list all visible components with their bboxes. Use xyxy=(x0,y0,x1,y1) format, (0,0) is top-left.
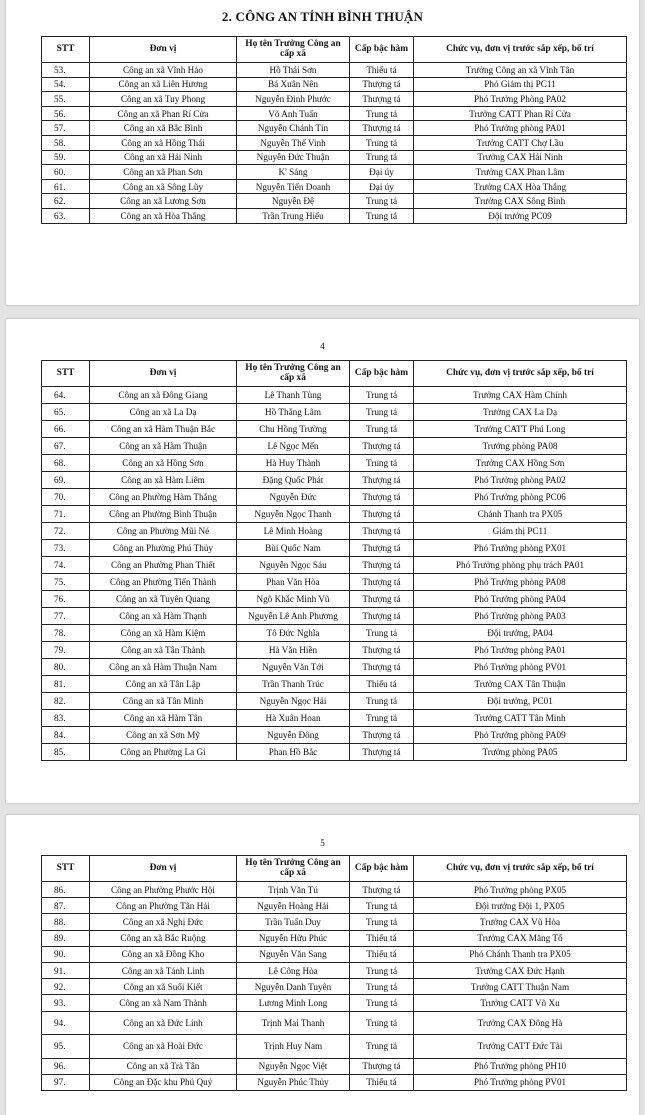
position-cell: Đội trưởng PC09 xyxy=(414,208,627,223)
table-row xyxy=(42,438,627,455)
table-row xyxy=(42,121,627,136)
name-cell: Tô Đức Nghĩa xyxy=(237,625,350,642)
table-row xyxy=(42,1035,627,1059)
stt-cell: 70. xyxy=(42,489,90,506)
stt-cell: 93. xyxy=(42,995,90,1011)
rank-cell: Thượng tá xyxy=(350,489,414,506)
rank-cell: Trung tá xyxy=(350,135,414,150)
rank-cell: Trung tá xyxy=(350,194,414,209)
name-cell: Trịnh Văn Tú xyxy=(237,882,350,898)
stt-cell: 66. xyxy=(42,421,90,438)
document-page-3 xyxy=(6,815,639,1115)
stt-cell: 77. xyxy=(42,608,90,625)
column-header-position: Chức vụ, đơn vị trước sắp xếp, bố trí xyxy=(414,361,627,387)
name-cell: Đặng Quốc Phát xyxy=(237,472,350,489)
position-cell: Trưởng CAX Hòa Thắng xyxy=(414,179,627,194)
unit-cell: Công an xã Tuy Phong xyxy=(90,92,237,107)
table-row xyxy=(42,63,627,78)
table-row xyxy=(42,659,627,676)
rank-cell: Đại úy xyxy=(350,179,414,194)
table-row xyxy=(42,591,627,608)
name-cell: Bá Xuân Nên xyxy=(237,77,350,92)
name-cell: Hà Văn Hiền xyxy=(237,642,350,659)
position-cell: Phó Trưởng phòng PV01 xyxy=(414,659,627,676)
officer-table-2 xyxy=(41,360,627,761)
rank-cell: Trung tá xyxy=(350,1011,414,1035)
name-cell: Trần Trung Hiếu xyxy=(237,208,350,223)
stt-cell: 78. xyxy=(42,625,90,642)
position-cell: Phó Trưởng phòng PV01 xyxy=(414,1074,627,1090)
position-cell: Đội trưởng, PC01 xyxy=(414,693,627,710)
unit-cell: Công an xã Sơn Mỹ xyxy=(90,727,237,744)
table-row xyxy=(42,489,627,506)
officer-table-1 xyxy=(41,36,627,224)
table-row xyxy=(42,194,627,209)
position-cell: Phó Trưởng phòng PH10 xyxy=(414,1058,627,1074)
name-cell: Hồ Thái Sơn xyxy=(237,63,350,78)
table-header-row xyxy=(42,856,627,882)
unit-cell: Công an xã Nam Thành xyxy=(90,995,237,1011)
table-row xyxy=(42,727,627,744)
rank-cell: Đại úy xyxy=(350,165,414,180)
section-title: 2. CÔNG AN TỈNH BÌNH THUẬN xyxy=(221,9,424,24)
name-cell: Nguyễn Văn Sang xyxy=(237,946,350,962)
unit-cell: Công an xã Hàm Thuận Bắc xyxy=(90,421,237,438)
position-cell: Phó Trưởng phòng PA08 xyxy=(414,574,627,591)
rank-cell: Thượng tá xyxy=(350,523,414,540)
position-cell: Trưởng CATT Phan Rí Cửa xyxy=(414,106,627,121)
table-row xyxy=(42,165,627,180)
table-row xyxy=(42,1074,627,1090)
rank-cell: Trung tá xyxy=(350,387,414,404)
position-cell: Đội trưởng, PA04 xyxy=(414,625,627,642)
name-cell: Ngô Khắc Minh Vũ xyxy=(237,591,350,608)
stt-cell: 63. xyxy=(42,208,90,223)
rank-cell: Thiếu tá xyxy=(350,946,414,962)
position-cell: Phó Trưởng phòng PA04 xyxy=(414,591,627,608)
name-cell: Nguyễn Lê Anh Phương xyxy=(237,608,350,625)
rank-cell: Trung tá xyxy=(350,625,414,642)
table-row xyxy=(42,506,627,523)
table-row xyxy=(42,455,627,472)
unit-cell: Công an Phường Mũi Né xyxy=(90,523,237,540)
table-row xyxy=(42,946,627,962)
name-cell: Hà Xuân Hoan xyxy=(237,710,350,727)
position-cell: Trưởng CATT Đức Tài xyxy=(414,1035,627,1059)
unit-cell: Công an Phường Phan Thiết xyxy=(90,557,237,574)
table-row xyxy=(42,150,627,165)
unit-cell: Công an xã Hàm Thạnh xyxy=(90,608,237,625)
rank-cell: Thiếu tá xyxy=(350,63,414,78)
rank-cell: Trung tá xyxy=(350,150,414,165)
rank-cell: Thiếu tá xyxy=(350,676,414,693)
stt-cell: 80. xyxy=(42,659,90,676)
unit-cell: Công an xã Đông Giang xyxy=(90,387,237,404)
stt-cell: 76. xyxy=(42,591,90,608)
table-row xyxy=(42,557,627,574)
table-row xyxy=(42,106,627,121)
rank-cell: Thượng tá xyxy=(350,574,414,591)
unit-cell: Công an xã Tân Thành xyxy=(90,642,237,659)
rank-cell: Thượng tá xyxy=(350,659,414,676)
column-header-rank: Cấp bậc hàm xyxy=(350,361,414,387)
stt-cell: 81. xyxy=(42,676,90,693)
stt-cell: 72. xyxy=(42,523,90,540)
table-row xyxy=(42,540,627,557)
unit-cell: Công an xã Hàm Kiệm xyxy=(90,625,237,642)
name-cell: Võ Anh Tuấn xyxy=(237,106,350,121)
document-page-1 xyxy=(6,0,639,305)
rank-cell: Trung tá xyxy=(350,979,414,995)
table-row xyxy=(42,608,627,625)
table-row xyxy=(42,676,627,693)
table-row xyxy=(42,179,627,194)
table-row xyxy=(42,523,627,540)
table-row xyxy=(42,574,627,591)
unit-cell: Công an xã Hồng Thái xyxy=(90,135,237,150)
unit-cell: Công an xã Bắc Bình xyxy=(90,121,237,136)
unit-cell: Công an xã Tân Lập xyxy=(90,676,237,693)
unit-cell: Công an Phường Phước Hội xyxy=(90,882,237,898)
position-cell: Đội trưởng Đội 1, PX05 xyxy=(414,898,627,914)
position-cell: Phó Chánh Thanh tra PX05 xyxy=(414,946,627,962)
stt-cell: 68. xyxy=(42,455,90,472)
table-row xyxy=(42,642,627,659)
unit-cell: Công an xã Liên Hương xyxy=(90,77,237,92)
position-cell: Trưởng CAX Măng Tố xyxy=(414,930,627,946)
table-row xyxy=(42,693,627,710)
unit-cell: Công an Phường Phú Thủy xyxy=(90,540,237,557)
table-row xyxy=(42,1058,627,1074)
column-header-rank: Cấp bậc hàm xyxy=(350,856,414,882)
stt-cell: 97. xyxy=(42,1074,90,1090)
table-row xyxy=(42,898,627,914)
stt-cell: 90. xyxy=(42,946,90,962)
stt-cell: 84. xyxy=(42,727,90,744)
table-row xyxy=(42,208,627,223)
rank-cell: Trung tá xyxy=(350,914,414,930)
table-header-row xyxy=(42,37,627,63)
name-cell: Lương Minh Long xyxy=(237,995,350,1011)
position-cell: Phó Trưởng phòng PA01 xyxy=(414,121,627,136)
name-cell: K' Sáng xyxy=(237,165,350,180)
table-row xyxy=(42,92,627,107)
table-row xyxy=(42,625,627,642)
position-cell: Phó Giám thị PC11 xyxy=(414,77,627,92)
table-row xyxy=(42,710,627,727)
name-cell: Nguyễn Đức xyxy=(237,489,350,506)
rank-cell: Trung tá xyxy=(350,710,414,727)
rank-cell: Trung tá xyxy=(350,455,414,472)
stt-cell: 94. xyxy=(42,1011,90,1035)
name-cell: Phan Văn Hòa xyxy=(237,574,350,591)
rank-cell: Trung tá xyxy=(350,208,414,223)
rank-cell: Thượng tá xyxy=(350,1058,414,1074)
stt-cell: 85. xyxy=(42,744,90,761)
name-cell: Nguyễn Hoàng Hải xyxy=(237,898,350,914)
rank-cell: Thượng tá xyxy=(350,608,414,625)
page-number: 5 xyxy=(320,838,325,848)
position-cell: Phó Trưởng phòng PX01 xyxy=(414,540,627,557)
position-cell: Trưởng CAX Tân Thuận xyxy=(414,676,627,693)
name-cell: Bùi Quốc Nam xyxy=(237,540,350,557)
position-cell: Phó Trưởng phòng PA09 xyxy=(414,727,627,744)
rank-cell: Thượng tá xyxy=(350,506,414,523)
document-page-2 xyxy=(6,319,639,803)
position-cell: Trưởng Công an xã Vĩnh Tân xyxy=(414,63,627,78)
name-cell: Nguyễn Ngọc Thanh xyxy=(237,506,350,523)
unit-cell: Công an xã Hàm Liêm xyxy=(90,472,237,489)
stt-cell: 58. xyxy=(42,135,90,150)
position-cell: Trưởng CAX Phan Lâm xyxy=(414,165,627,180)
name-cell: Trần Thanh Trúc xyxy=(237,676,350,693)
unit-cell: Công an xã Hồng Sơn xyxy=(90,455,237,472)
name-cell: Nguyễn Đình Phước xyxy=(237,92,350,107)
table-row xyxy=(42,995,627,1011)
position-cell: Giám thị PC11 xyxy=(414,523,627,540)
rank-cell: Thượng tá xyxy=(350,121,414,136)
unit-cell: Công an xã Phan Sơn xyxy=(90,165,237,180)
stt-cell: 86. xyxy=(42,882,90,898)
table-row xyxy=(42,979,627,995)
name-cell: Nguyễn Đông xyxy=(237,727,350,744)
position-cell: Trưởng CAX La Dạ xyxy=(414,404,627,421)
unit-cell: Công an Phường Bình Thuận xyxy=(90,506,237,523)
stt-cell: 96. xyxy=(42,1058,90,1074)
stt-cell: 79. xyxy=(42,642,90,659)
position-cell: Trưởng phòng PA05 xyxy=(414,744,627,761)
unit-cell: Công an xã Tánh Linh xyxy=(90,962,237,978)
rank-cell: Thượng tá xyxy=(350,642,414,659)
unit-cell: Công an Phường Hàm Thắng xyxy=(90,489,237,506)
column-header-stt: STT xyxy=(42,856,90,882)
table-row xyxy=(42,1011,627,1035)
position-cell: Trưởng CAX Đức Hạnh xyxy=(414,962,627,978)
table-row xyxy=(42,882,627,898)
position-cell: Trưởng CATT Thuận Nam xyxy=(414,979,627,995)
unit-cell: Công an xã Hàm Thuận Nam xyxy=(90,659,237,676)
unit-cell: Công an xã Đức Linh xyxy=(90,1011,237,1035)
stt-cell: 87. xyxy=(42,898,90,914)
rank-cell: Thượng tá xyxy=(350,472,414,489)
position-cell: Phó Trưởng phòng PX05 xyxy=(414,882,627,898)
name-cell: Phan Hồ Bắc xyxy=(237,744,350,761)
rank-cell: Thượng tá xyxy=(350,882,414,898)
rank-cell: Thượng tá xyxy=(350,540,414,557)
column-header-name: Họ tên Trưởng Công an cấp xã xyxy=(237,361,350,387)
rank-cell: Trung tá xyxy=(350,1035,414,1059)
column-header-name: Họ tên Trưởng Công an cấp xã xyxy=(237,37,350,63)
rank-cell: Thượng tá xyxy=(350,438,414,455)
stt-cell: 57. xyxy=(42,121,90,136)
column-header-position: Chức vụ, đơn vị trước sắp xếp, bố trí xyxy=(414,37,627,63)
position-cell: Phó Trưởng phòng PC06 xyxy=(414,489,627,506)
rank-cell: Trung tá xyxy=(350,962,414,978)
rank-cell: Thiếu tá xyxy=(350,1074,414,1090)
stt-cell: 59. xyxy=(42,150,90,165)
rank-cell: Thượng tá xyxy=(350,77,414,92)
column-header-stt: STT xyxy=(42,37,90,63)
position-cell: Trưởng CATT Phú Long xyxy=(414,421,627,438)
table-row xyxy=(42,421,627,438)
rank-cell: Trung tá xyxy=(350,898,414,914)
unit-cell: Công an xã La Dạ xyxy=(90,404,237,421)
name-cell: Nguyễn Văn Tới xyxy=(237,659,350,676)
table-row xyxy=(42,135,627,150)
name-cell: Trịnh Mai Thanh xyxy=(237,1011,350,1035)
rank-cell: Trung tá xyxy=(350,106,414,121)
position-cell: Trưởng CATT Võ Xu xyxy=(414,995,627,1011)
table-row xyxy=(42,930,627,946)
name-cell: Lê Thanh Tùng xyxy=(237,387,350,404)
stt-cell: 61. xyxy=(42,179,90,194)
column-header-name: Họ tên Trưởng Công an cấp xã xyxy=(237,856,350,882)
rank-cell: Thượng tá xyxy=(350,557,414,574)
rank-cell: Thượng tá xyxy=(350,591,414,608)
column-header-stt: STT xyxy=(42,361,90,387)
name-cell: Nguyễn Ngọc Việt xyxy=(237,1058,350,1074)
rank-cell: Trung tá xyxy=(350,404,414,421)
officer-table-3 xyxy=(41,855,627,1091)
unit-cell: Công an xã Tuyên Quang xyxy=(90,591,237,608)
position-cell: Trưởng phòng PA08 xyxy=(414,438,627,455)
stt-cell: 83. xyxy=(42,710,90,727)
name-cell: Lê Ngọc Mến xyxy=(237,438,350,455)
stt-cell: 82. xyxy=(42,693,90,710)
name-cell: Nguyễn Chánh Tín xyxy=(237,121,350,136)
stt-cell: 92. xyxy=(42,979,90,995)
name-cell: Nguyễn Danh Tuyên xyxy=(237,979,350,995)
stt-cell: 62. xyxy=(42,194,90,209)
rank-cell: Trung tá xyxy=(350,995,414,1011)
rank-cell: Thiếu tá xyxy=(350,930,414,946)
name-cell: Nguyễn Đệ xyxy=(237,194,350,209)
unit-cell: Công an xã Lương Sơn xyxy=(90,194,237,209)
position-cell: Phó Trưởng phòng phụ trách PA01 xyxy=(414,557,627,574)
stt-cell: 75. xyxy=(42,574,90,591)
position-cell: Phó Trưởng phòng PA01 xyxy=(414,642,627,659)
stt-cell: 91. xyxy=(42,962,90,978)
name-cell: Nguyễn Phúc Thủy xyxy=(237,1074,350,1090)
position-cell: Trưởng CAX Đông Hà xyxy=(414,1011,627,1035)
name-cell: Nguyễn Thế Vinh xyxy=(237,135,350,150)
stt-cell: 74. xyxy=(42,557,90,574)
position-cell: Trưởng CAX Vũ Hòa xyxy=(414,914,627,930)
position-cell: Trưởng CATT Tân Minh xyxy=(414,710,627,727)
unit-cell: Công an Phường Tiến Thành xyxy=(90,574,237,591)
unit-cell: Công an xã Hàm Thuận xyxy=(90,438,237,455)
unit-cell: Công an xã Hoài Đức xyxy=(90,1035,237,1059)
unit-cell: Công an Phường La Gi xyxy=(90,744,237,761)
column-header-unit: Đơn vị xyxy=(90,37,237,63)
position-cell: Chánh Thanh tra PX05 xyxy=(414,506,627,523)
stt-cell: 88. xyxy=(42,914,90,930)
stt-cell: 55. xyxy=(42,92,90,107)
stt-cell: 95. xyxy=(42,1035,90,1059)
rank-cell: Trung tá xyxy=(350,421,414,438)
table-header-row xyxy=(42,361,627,387)
rank-cell: Thượng tá xyxy=(350,92,414,107)
rank-cell: Trung tá xyxy=(350,693,414,710)
stt-cell: 67. xyxy=(42,438,90,455)
unit-cell: Công an xã Phan Rí Cửa xyxy=(90,106,237,121)
unit-cell: Công an xã Trà Tân xyxy=(90,1058,237,1074)
rank-cell: Thượng tá xyxy=(350,744,414,761)
unit-cell: Công an xã Nghị Đức xyxy=(90,914,237,930)
unit-cell: Công an xã Bắc Ruộng xyxy=(90,930,237,946)
table-row xyxy=(42,404,627,421)
name-cell: Chu Hồng Trường xyxy=(237,421,350,438)
table-row xyxy=(42,387,627,404)
position-cell: Trưởng CATT Chợ Lầu xyxy=(414,135,627,150)
rank-cell: Thượng tá xyxy=(350,727,414,744)
position-cell: Phó Trưởng Phòng PA02 xyxy=(414,92,627,107)
unit-cell: Công an xã Hàm Tân xyxy=(90,710,237,727)
name-cell: Nguyễn Hữu Phúc xyxy=(237,930,350,946)
unit-cell: Công an xã Hải Ninh xyxy=(90,150,237,165)
stt-cell: 60. xyxy=(42,165,90,180)
stt-cell: 53. xyxy=(42,63,90,78)
stt-cell: 56. xyxy=(42,106,90,121)
stt-cell: 69. xyxy=(42,472,90,489)
unit-cell: Công an Phường Tân Hải xyxy=(90,898,237,914)
stt-cell: 54. xyxy=(42,77,90,92)
column-header-unit: Đơn vị xyxy=(90,856,237,882)
name-cell: Hà Huy Thành xyxy=(237,455,350,472)
column-header-position: Chức vụ, đơn vị trước sắp xếp, bố trí xyxy=(414,856,627,882)
stt-cell: 89. xyxy=(42,930,90,946)
stt-cell: 64. xyxy=(42,387,90,404)
name-cell: Trần Tuấn Duy xyxy=(237,914,350,930)
unit-cell: Công an xã Đồng Kho xyxy=(90,946,237,962)
column-header-rank: Cấp bậc hàm xyxy=(350,37,414,63)
position-cell: Trưởng CAX Hồng Sơn xyxy=(414,455,627,472)
unit-cell: Công an xã Sông Lũy xyxy=(90,179,237,194)
name-cell: Lê Minh Hoàng xyxy=(237,523,350,540)
unit-cell: Công an xã Suối Kiết xyxy=(90,979,237,995)
unit-cell: Công an xã Tân Minh xyxy=(90,693,237,710)
position-cell: Phó Trưởng phòng PA03 xyxy=(414,608,627,625)
unit-cell: Công an xã Hòa Thắng xyxy=(90,208,237,223)
table-row xyxy=(42,472,627,489)
position-cell: Trưởng CAX Hàm Chính xyxy=(414,387,627,404)
stt-cell: 73. xyxy=(42,540,90,557)
name-cell: Nguyễn Tiến Doanh xyxy=(237,179,350,194)
table-row xyxy=(42,914,627,930)
stt-cell: 65. xyxy=(42,404,90,421)
unit-cell: Công an Đặc khu Phú Quý xyxy=(90,1074,237,1090)
position-cell: Trưởng CAX Hải Ninh xyxy=(414,150,627,165)
stt-cell: 71. xyxy=(42,506,90,523)
name-cell: Trịnh Huy Nam xyxy=(237,1035,350,1059)
position-cell: Phó Trưởng phòng PA02 xyxy=(414,472,627,489)
table-row xyxy=(42,962,627,978)
name-cell: Nguyễn Ngọc Hải xyxy=(237,693,350,710)
column-header-unit: Đơn vị xyxy=(90,361,237,387)
name-cell: Lê Công Hòa xyxy=(237,962,350,978)
table-row xyxy=(42,744,627,761)
unit-cell: Công an xã Vĩnh Hảo xyxy=(90,63,237,78)
name-cell: Hồ Thắng Lãm xyxy=(237,404,350,421)
name-cell: Nguyễn Đức Thuận xyxy=(237,150,350,165)
name-cell: Nguyễn Ngọc Sáu xyxy=(237,557,350,574)
position-cell: Trưởng CAX Sông Bình xyxy=(414,194,627,209)
page-number: 4 xyxy=(320,341,325,351)
table-row xyxy=(42,77,627,92)
